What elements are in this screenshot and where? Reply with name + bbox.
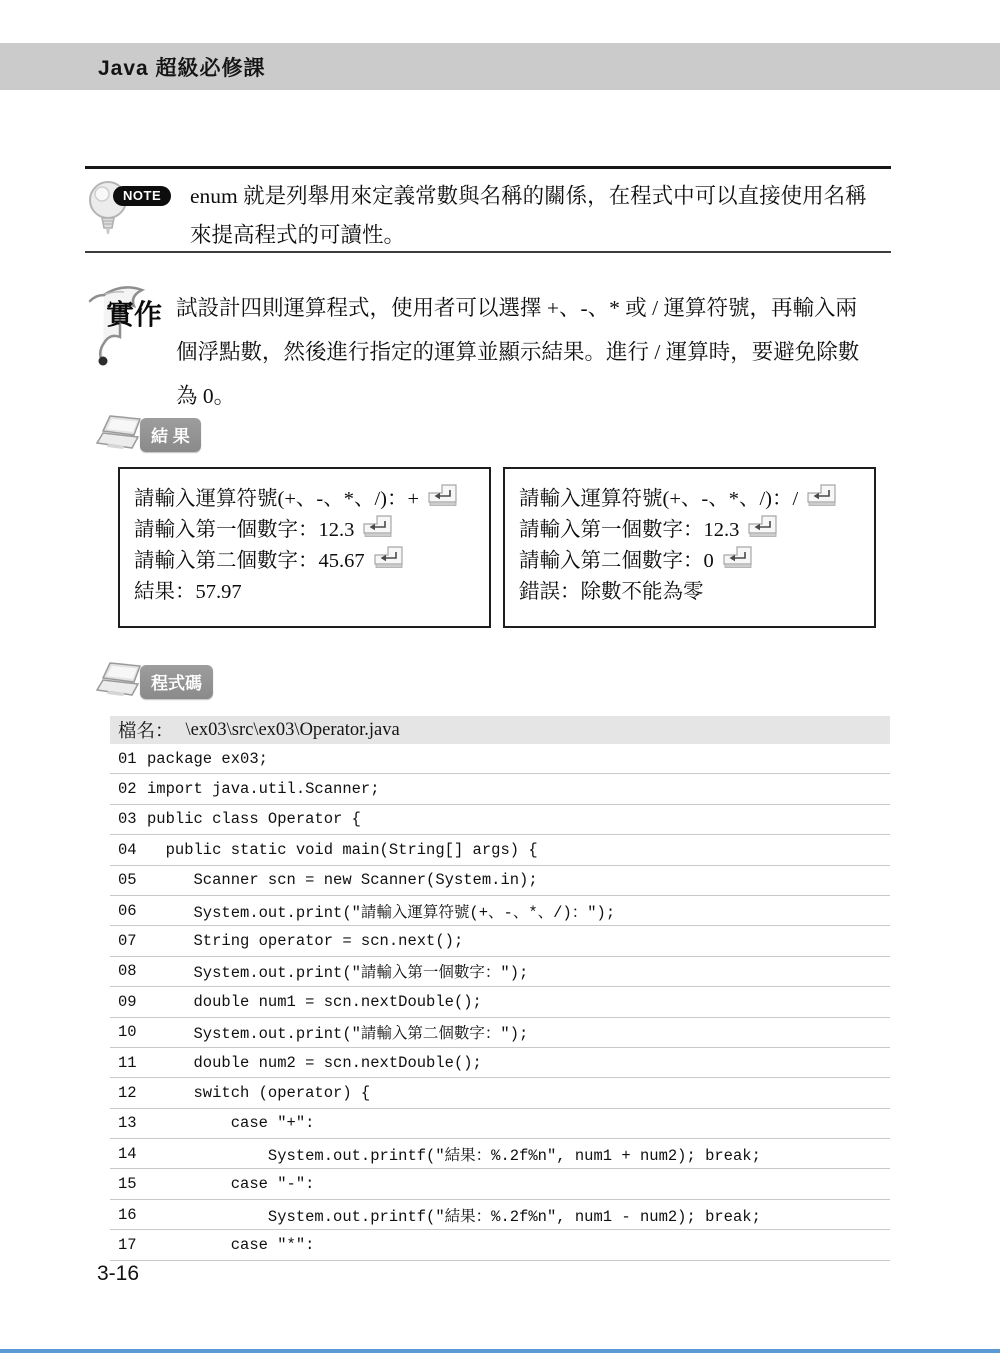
- code-line: [110, 1109, 890, 1139]
- note-icon-group: [86, 178, 181, 240]
- code-line-text: double num2 = scn.nextDouble();: [147, 1053, 482, 1072]
- code-line-number: 04: [118, 840, 137, 859]
- console-line: [519, 511, 874, 542]
- code-line-text: String operator = scn.next();: [147, 932, 464, 951]
- code-block: [110, 716, 890, 1261]
- console-line-text: 請輸入第一個數字：12.3: [519, 518, 740, 541]
- code-line: [110, 835, 890, 865]
- page-number: 3-16: [97, 1262, 140, 1285]
- console-line: [134, 511, 489, 542]
- code-badge: 程式碼: [140, 665, 213, 699]
- code-line: [110, 866, 890, 896]
- code-line: [110, 926, 890, 956]
- console-line-text: 請輸入運算符號(+、-、*、/)：+: [134, 487, 420, 510]
- console-output-box-2: [503, 467, 876, 628]
- enter-key-icon: [361, 513, 394, 540]
- code-line: [110, 1078, 890, 1108]
- console-line: [134, 542, 489, 573]
- file-path: \ex03\src\ex03\Operator.java: [185, 719, 400, 740]
- book-title: Java 超級必修課: [98, 56, 266, 80]
- code-line-text: System.out.print("請輸入第二個數字：");: [147, 1025, 529, 1044]
- console-line: [519, 542, 874, 573]
- enter-key-icon: [426, 482, 459, 509]
- code-line-text: Scanner scn = new Scanner(System.in);: [147, 871, 538, 890]
- console-line: [134, 480, 489, 511]
- code-line-text: import java.util.Scanner;: [147, 780, 380, 799]
- code-line-text: double num1 = scn.nextDouble();: [147, 992, 482, 1011]
- code-line-number: 17: [118, 1235, 137, 1254]
- code-line-number: 14: [118, 1144, 137, 1163]
- note-top-rule: [85, 166, 891, 169]
- console-line: [519, 480, 874, 511]
- note-text: enum 就是列舉用來定義常數與名稱的關係，在程式中可以直接使用名稱 來提高程式的可讀性。: [190, 184, 867, 247]
- console-line-text: 請輸入第二個數字：0: [519, 549, 714, 572]
- code-line: [110, 1200, 890, 1230]
- enter-key-icon: [746, 513, 779, 540]
- code-line-number: 02: [118, 780, 137, 799]
- console-output-box-1: [118, 467, 491, 628]
- console-line-text: 請輸入第一個數字：12.3: [134, 518, 355, 541]
- code-line: [110, 1018, 890, 1048]
- note-bottom-rule: [85, 251, 891, 253]
- code-line-number: 09: [118, 992, 137, 1011]
- code-line: [110, 1169, 890, 1199]
- code-section-header: [96, 661, 226, 703]
- code-line-number: 06: [118, 901, 137, 920]
- code-line-number: 13: [118, 1114, 137, 1133]
- page-header-bar: [0, 43, 1000, 90]
- code-line-number: 12: [118, 1083, 137, 1102]
- code-line-text: package ex03;: [147, 749, 268, 768]
- code-line-number: 08: [118, 962, 137, 981]
- code-line-number: 16: [118, 1205, 137, 1224]
- enter-key-icon: [372, 544, 405, 571]
- practice-text: 試設計四則運算程式，使用者可以選擇 +、-、* 或 / 運算符號，再輸入兩 個浮點數，然後進行指定的運算並顯示結果。進行 / 運算時，要避免除數 為 0。: [176, 296, 860, 408]
- console-line-text: 錯誤：除數不能為零: [519, 580, 704, 603]
- code-line-text: case "+":: [147, 1114, 315, 1133]
- code-line-number: 01: [118, 749, 137, 768]
- result-section-header: [96, 414, 226, 456]
- console-line: [134, 573, 489, 604]
- enter-key-icon: [805, 482, 838, 509]
- code-file-header: [110, 716, 890, 744]
- code-line: [110, 1048, 890, 1078]
- file-name-label: 檔名：: [118, 722, 174, 742]
- code-line-text: case "*":: [147, 1235, 315, 1254]
- code-line-text: System.out.print("請輸入第一個數字：");: [147, 964, 529, 983]
- console-line-text: 結果：57.97: [134, 580, 242, 603]
- console-line-text: 請輸入第二個數字：45.67: [134, 549, 365, 572]
- code-line-text: switch (operator) {: [147, 1083, 371, 1102]
- code-line-text: System.out.printf("結果：%.2f%n", num1 + num2); break;: [147, 1146, 761, 1165]
- enter-key-icon: [721, 544, 754, 571]
- note-badge: NOTE: [113, 186, 171, 206]
- code-line-text: public static void main(String[] args) {: [147, 840, 538, 859]
- code-line: [110, 896, 890, 926]
- code-line: [110, 774, 890, 804]
- code-line: [110, 957, 890, 987]
- code-line-number: 15: [118, 1175, 137, 1194]
- code-listing: [110, 744, 890, 1261]
- code-line-text: public class Operator {: [147, 810, 361, 829]
- code-line: [110, 1230, 890, 1260]
- code-line-text: System.out.print("請輸入運算符號(+、-、*、/)：");: [147, 903, 616, 922]
- code-line: [110, 805, 890, 835]
- page-bottom-rule: [0, 1349, 1000, 1353]
- code-line-text: case "-":: [147, 1175, 315, 1194]
- code-line-number: 03: [118, 810, 137, 829]
- code-line: [110, 744, 890, 774]
- result-badge: 結 果: [140, 418, 201, 452]
- code-line: [110, 1139, 890, 1169]
- console-line: [519, 573, 874, 604]
- practice-label: 實作: [106, 299, 163, 330]
- code-line-number: 07: [118, 932, 137, 951]
- code-line-number: 05: [118, 871, 137, 890]
- code-line-number: 10: [118, 1023, 137, 1042]
- console-line-text: 請輸入運算符號(+、-、*、/)：/: [519, 487, 799, 510]
- code-line-text: System.out.printf("結果：%.2f%n", num1 - num2); break;: [147, 1207, 761, 1226]
- code-line-number: 11: [118, 1053, 137, 1072]
- code-line: [110, 987, 890, 1017]
